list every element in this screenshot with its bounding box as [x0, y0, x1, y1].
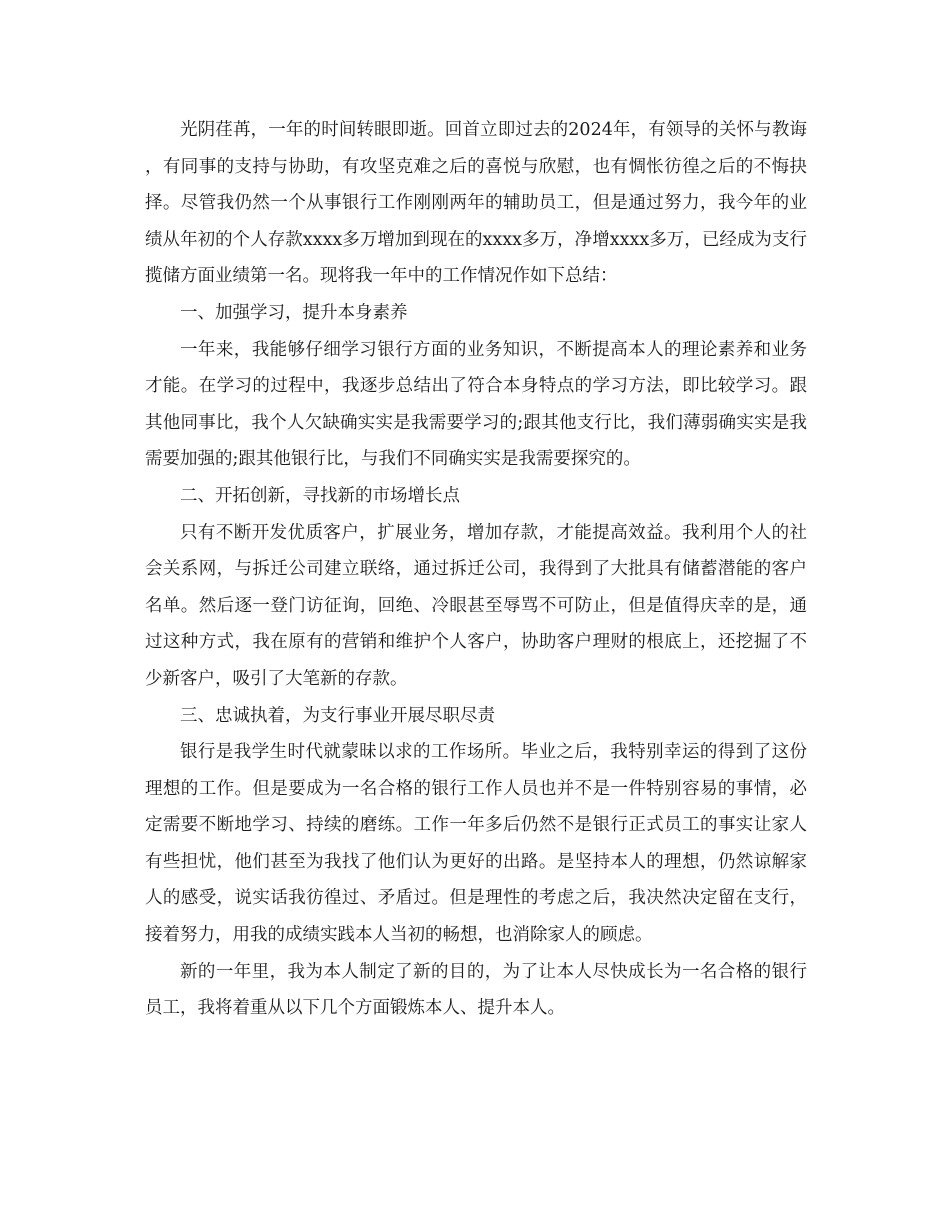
section-heading-3: 三、忠诚执着，为支行事业开展尽职尽责 — [180, 705, 495, 726]
section-heading-1: 一、加强学习，提升本身素养 — [180, 302, 408, 323]
section-paragraph-1: 一年来，我能够仔细学习银行方面的业务知识，不断提高本人的理论素养和业务才能。在学习的过程中，我逐步总结出了符合本身特点的学习方法，即比较学习。跟其他同事比，我个人欠缺确实实是我需要学习的;跟其他支行比，我们薄弱确实实是我需要加强的;跟其他银行比，与我们不同确实实是我需要探究的。 — [145, 339, 807, 470]
document-body — [145, 112, 807, 1027]
section-heading-2: 二、开拓创新，寻找新的市场增长点 — [180, 485, 460, 506]
intro-paragraph: 光阴荏苒，一年的时间转眼即逝。回首立即过去的2024年，有领导的关怀与教诲，有同事的支持与协助，有攻坚克难之后的喜悦与欣慰，也有惆怅彷徨之后的不悔抉择。尽管我仍然一个从事银行工作刚刚两年的辅助员工，但是通过努力，我今年的业绩从年初的个人存款xxxx多万增加到现在的xxxx多万，净增xxxx多万，已经成为支行揽储方面业绩第一名。现将我一年中的工作情况作如下总结： — [145, 120, 807, 287]
section-paragraph-2: 只有不断开发优质客户，扩展业务，增加存款，才能提高效益。我利用个人的社会关系网，与拆迁公司建立联络，通过拆迁公司，我得到了大批具有储蓄潜能的客户名单。然后逐一登门访征询，回绝、冷眼甚至辱骂不可防止，但是值得庆幸的是，通过这种方式，我在原有的营销和维护个人客户，协助客户理财的根底上，还挖掘了不少新客户，吸引了大笔新的存款。 — [145, 522, 807, 689]
section-paragraph-3: 银行是我学生时代就蒙昧以求的工作场所。毕业之后，我特别幸运的得到了这份理想的工作。但是要成为一名合格的银行工作人员也并不是一件特别容易的事情，必定需要不断地学习、持续的磨练。工作一年多后仍然不是银行正式员工的事实让家人有些担忧，他们甚至为我找了他们认为更好的出路。是坚持本人的理想，仍然谅解家人的感受，说实话我彷徨过、矛盾过。但是理性的考虑之后，我决然决定留在支行，接着努力，用我的成绩实践本人当初的畅想，也消除家人的顾虑。 — [145, 742, 807, 946]
closing-paragraph: 新的一年里，我为本人制定了新的目的，为了让本人尽快成长为一名合格的银行员工，我将着重从以下几个方面锻炼本人、提升本人。 — [145, 961, 807, 1019]
